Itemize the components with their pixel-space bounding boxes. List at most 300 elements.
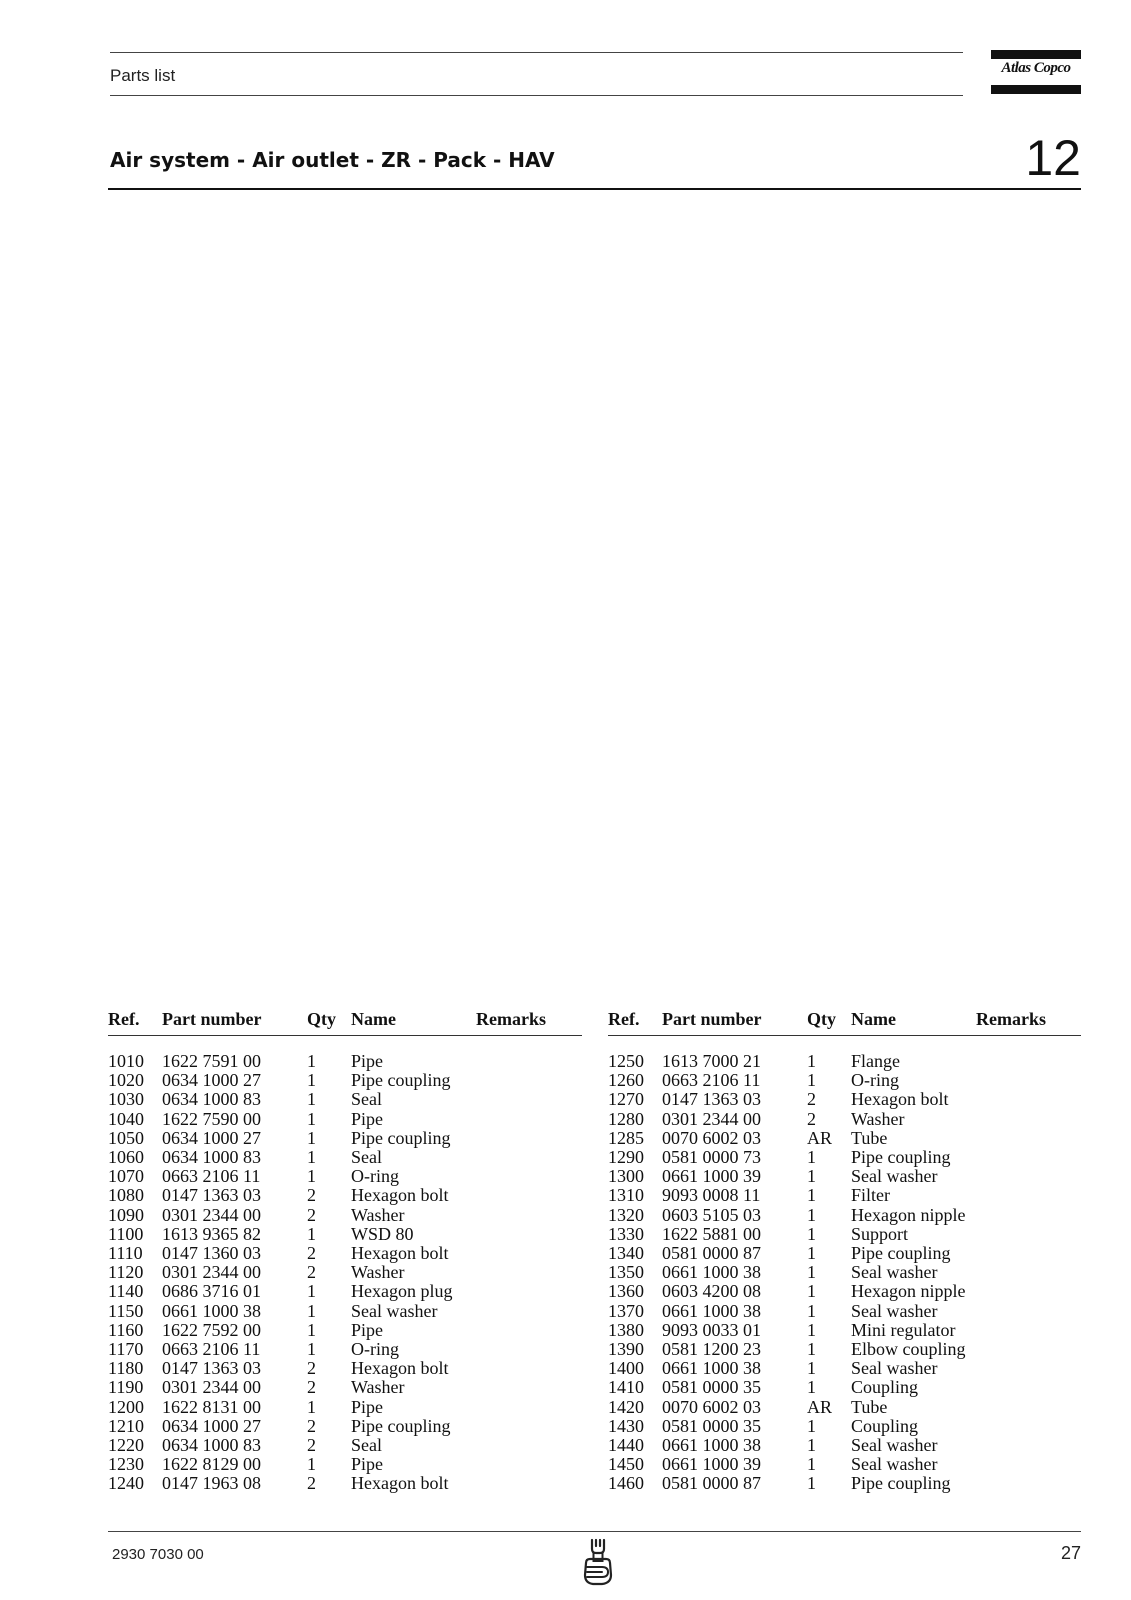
cell-ref: 1050 <box>108 1127 144 1148</box>
cell-part-number: 1613 7000 21 <box>662 1051 761 1071</box>
table-row <box>108 1110 582 1129</box>
cell-remarks <box>976 1148 1081 1167</box>
cell-part-number: 0581 0000 87 <box>662 1473 761 1494</box>
cell-ref: 1430 <box>608 1415 644 1436</box>
cell-part-number: 9093 0033 01 <box>662 1319 761 1340</box>
logo-wordmark: Atlas Copco <box>1001 60 1071 76</box>
cell-ref: 1030 <box>108 1089 144 1110</box>
header-top-rule <box>110 52 963 53</box>
cell-name: Filter <box>851 1185 890 1206</box>
cell-remarks <box>476 1148 582 1167</box>
cell-ref: 1230 <box>108 1454 144 1475</box>
cell-remarks <box>976 1340 1081 1359</box>
cell-remarks <box>476 1071 582 1090</box>
table-row <box>608 1148 1081 1167</box>
logo-bottom-bar <box>991 85 1081 94</box>
table-row <box>108 1052 582 1071</box>
cell-qty: AR <box>807 1127 833 1148</box>
cell-name: Tube <box>851 1127 888 1148</box>
cell-part-number: 1622 8129 00 <box>162 1454 261 1475</box>
cell-name: Pipe <box>351 1108 384 1129</box>
cell-qty: 2 <box>807 1108 816 1129</box>
cell-remarks <box>976 1167 1081 1186</box>
cell-part-number: 0301 2344 00 <box>662 1108 761 1129</box>
header-name: Name <box>351 1009 476 1036</box>
cell-name: Hexagon nipple <box>851 1204 966 1225</box>
cell-qty: 1 <box>307 1070 316 1091</box>
cell-part-number: 0661 1000 38 <box>662 1435 761 1456</box>
cell-ref: 1285 <box>608 1127 644 1148</box>
table-row <box>108 1474 582 1493</box>
cell-ref: 1120 <box>108 1262 144 1283</box>
cell-remarks <box>476 1263 582 1282</box>
cell-ref: 1090 <box>108 1204 144 1225</box>
cell-part-number: 0070 6002 03 <box>662 1396 761 1417</box>
cell-qty: AR <box>807 1396 833 1417</box>
page-title: Air system - Air outlet - ZR - Pack - HAV <box>110 148 555 172</box>
header-part-number: Part number <box>162 1009 307 1036</box>
cell-ref: 1100 <box>108 1223 144 1244</box>
cell-part-number: 9093 0008 11 <box>662 1185 761 1206</box>
cell-part-number: 0634 1000 27 <box>162 1127 261 1148</box>
table-row <box>108 1186 582 1205</box>
cell-part-number: 0301 2344 00 <box>162 1377 261 1398</box>
cell-remarks <box>976 1071 1081 1090</box>
spacer-cell <box>108 1036 582 1053</box>
table-row <box>108 1398 582 1417</box>
cell-name: Hexagon bolt <box>351 1473 449 1494</box>
cell-name: O-ring <box>351 1166 399 1187</box>
cell-remarks <box>976 1455 1081 1474</box>
table-row <box>108 1321 582 1340</box>
cell-name: Pipe <box>351 1051 384 1071</box>
cell-ref: 1320 <box>608 1204 644 1225</box>
cell-remarks <box>976 1090 1081 1109</box>
cell-part-number: 0147 1363 03 <box>662 1089 761 1110</box>
table-row <box>108 1071 582 1090</box>
cell-ref: 1370 <box>608 1300 644 1321</box>
cell-name: O-ring <box>851 1070 899 1091</box>
cell-qty: 2 <box>307 1435 316 1456</box>
cell-name: Pipe <box>351 1319 384 1340</box>
cell-qty: 1 <box>307 1166 316 1187</box>
cell-qty: 2 <box>807 1089 816 1110</box>
cell-remarks <box>476 1110 582 1129</box>
table-row <box>108 1129 582 1148</box>
cell-name: Pipe coupling <box>851 1473 951 1494</box>
cell-ref: 1170 <box>108 1339 144 1360</box>
table-row <box>608 1052 1081 1071</box>
table-row <box>608 1225 1081 1244</box>
table-row <box>108 1417 582 1436</box>
cell-name: Coupling <box>851 1415 919 1436</box>
cell-remarks <box>476 1167 582 1186</box>
cell-qty: 1 <box>307 1319 316 1340</box>
cell-ref: 1060 <box>108 1147 144 1168</box>
cell-remarks <box>476 1378 582 1397</box>
cell-name: Flange <box>851 1051 900 1071</box>
header-qty: Qty <box>307 1009 351 1036</box>
cell-part-number: 1613 9365 82 <box>162 1223 261 1244</box>
table-spacer-row <box>108 1036 582 1053</box>
cell-remarks <box>476 1090 582 1109</box>
cell-remarks <box>976 1052 1081 1071</box>
cell-part-number: 0661 1000 38 <box>662 1262 761 1283</box>
cell-part-number: 0581 0000 87 <box>662 1243 761 1264</box>
cell-name: Hexagon bolt <box>351 1243 449 1264</box>
cell-remarks <box>476 1052 582 1071</box>
cell-qty: 2 <box>307 1415 316 1436</box>
cell-ref: 1360 <box>608 1281 644 1302</box>
cell-name: Elbow coupling <box>851 1339 966 1360</box>
table-row <box>608 1340 1081 1359</box>
cell-remarks <box>476 1302 582 1321</box>
cell-remarks <box>976 1417 1081 1436</box>
cell-qty: 1 <box>307 1108 316 1129</box>
cell-name: Hexagon nipple <box>851 1281 966 1302</box>
cell-ref: 1260 <box>608 1070 644 1091</box>
cell-name: Seal washer <box>851 1166 938 1187</box>
cell-ref: 1340 <box>608 1243 644 1264</box>
cell-name: WSD 80 <box>351 1223 414 1244</box>
cell-qty: 1 <box>807 1262 816 1283</box>
cell-qty: 1 <box>807 1473 816 1494</box>
cell-ref: 1080 <box>108 1185 144 1206</box>
cell-qty: 1 <box>307 1223 316 1244</box>
cell-remarks <box>976 1225 1081 1244</box>
cell-part-number: 1622 7591 00 <box>162 1051 261 1071</box>
cell-qty: 1 <box>807 1051 816 1071</box>
cell-name: Hexagon bolt <box>351 1358 449 1379</box>
parts-rows-right <box>608 1036 1081 1494</box>
cell-ref: 1330 <box>608 1223 644 1244</box>
cell-ref: 1310 <box>608 1185 644 1206</box>
cell-ref: 1270 <box>608 1089 644 1110</box>
cell-part-number: 0663 2106 11 <box>162 1166 261 1187</box>
table-row <box>108 1302 582 1321</box>
cell-part-number: 0661 1000 39 <box>662 1454 761 1475</box>
cell-qty: 1 <box>807 1166 816 1187</box>
table-row <box>608 1474 1081 1493</box>
cell-name: Pipe coupling <box>351 1415 451 1436</box>
cell-name: Support <box>851 1223 909 1244</box>
cell-name: Tube <box>851 1396 888 1417</box>
cell-qty: 1 <box>807 1358 816 1379</box>
cell-remarks <box>976 1129 1081 1148</box>
table-row <box>608 1244 1081 1263</box>
cell-qty: 1 <box>307 1089 316 1110</box>
cell-remarks <box>476 1225 582 1244</box>
cell-remarks <box>976 1110 1081 1129</box>
cell-remarks <box>976 1282 1081 1301</box>
atlas-copco-logo <box>991 50 1081 94</box>
cell-qty: 1 <box>307 1300 316 1321</box>
cell-ref: 1190 <box>108 1377 144 1398</box>
cell-remarks <box>476 1340 582 1359</box>
cell-remarks <box>476 1206 582 1225</box>
cell-qty: 1 <box>807 1147 816 1168</box>
cell-part-number: 0634 1000 83 <box>162 1147 261 1168</box>
cell-name: Seal <box>351 1435 382 1456</box>
document-number: 2930 7030 00 <box>112 1546 204 1563</box>
cell-remarks <box>976 1436 1081 1455</box>
cell-remarks <box>476 1417 582 1436</box>
cell-ref: 1400 <box>608 1358 644 1379</box>
cell-part-number: 1622 8131 00 <box>162 1396 261 1417</box>
cell-part-number: 0070 6002 03 <box>662 1127 761 1148</box>
cell-part-number: 0661 1000 38 <box>662 1300 761 1321</box>
header-part-number: Part number <box>662 1009 807 1036</box>
cell-name: Washer <box>351 1377 405 1398</box>
cell-name: Pipe coupling <box>351 1127 451 1148</box>
cell-part-number: 1622 7590 00 <box>162 1108 261 1129</box>
table-row <box>608 1321 1081 1340</box>
cell-name: Seal washer <box>851 1300 938 1321</box>
cell-part-number: 0603 5105 03 <box>662 1204 761 1225</box>
table-row <box>608 1282 1081 1301</box>
cell-part-number: 0634 1000 27 <box>162 1070 261 1091</box>
cell-ref: 1220 <box>108 1435 144 1456</box>
cell-qty: 2 <box>307 1185 316 1206</box>
cell-qty: 1 <box>807 1377 816 1398</box>
cell-part-number: 0581 0000 73 <box>662 1147 761 1168</box>
cell-part-number: 0663 2106 11 <box>662 1070 761 1091</box>
cell-name: Seal <box>351 1089 382 1110</box>
table-row <box>608 1359 1081 1378</box>
cell-remarks <box>976 1398 1081 1417</box>
cell-remarks <box>976 1206 1081 1225</box>
cell-part-number: 0661 1000 38 <box>162 1300 261 1321</box>
table-header-row <box>108 1009 582 1036</box>
page-number: 27 <box>1060 1543 1081 1563</box>
cell-qty: 1 <box>807 1281 816 1302</box>
cell-ref: 1380 <box>608 1319 644 1340</box>
cell-qty: 1 <box>807 1223 816 1244</box>
table-spacer-row <box>608 1036 1081 1053</box>
table-row <box>108 1378 582 1397</box>
cell-remarks <box>976 1359 1081 1378</box>
cell-qty: 1 <box>307 1051 316 1071</box>
spacer-cell <box>608 1036 1081 1053</box>
cell-qty: 1 <box>307 1281 316 1302</box>
cell-name: Hexagon plug <box>351 1281 453 1302</box>
cell-remarks <box>476 1455 582 1474</box>
cell-remarks <box>476 1436 582 1455</box>
cell-part-number: 0147 1363 03 <box>162 1185 261 1206</box>
cell-qty: 1 <box>307 1127 316 1148</box>
cell-part-number: 0581 0000 35 <box>662 1377 761 1398</box>
title-rule <box>108 188 1081 190</box>
table-row <box>608 1263 1081 1282</box>
cell-qty: 1 <box>307 1454 316 1475</box>
table-row <box>608 1206 1081 1225</box>
cell-ref: 1150 <box>108 1300 144 1321</box>
cell-part-number: 0147 1963 08 <box>162 1473 261 1494</box>
cell-part-number: 1622 7592 00 <box>162 1319 261 1340</box>
cell-ref: 1200 <box>108 1396 144 1417</box>
cell-qty: 2 <box>307 1377 316 1398</box>
cell-part-number: 0581 0000 35 <box>662 1415 761 1436</box>
cell-qty: 2 <box>307 1473 316 1494</box>
cell-remarks <box>476 1244 582 1263</box>
table-row <box>108 1359 582 1378</box>
table-row <box>108 1244 582 1263</box>
table-row <box>108 1455 582 1474</box>
cell-ref: 1350 <box>608 1262 644 1283</box>
table-row <box>608 1302 1081 1321</box>
header-ref: Ref. <box>108 1009 162 1036</box>
table-row <box>108 1436 582 1455</box>
cell-ref: 1180 <box>108 1358 144 1379</box>
table-row <box>608 1129 1081 1148</box>
cell-part-number: 0663 2106 11 <box>162 1339 261 1360</box>
parts-rows-left <box>108 1036 582 1494</box>
cell-ref: 1450 <box>608 1454 644 1475</box>
cell-name: Hexagon bolt <box>851 1089 949 1110</box>
drawing-area <box>108 200 1081 1000</box>
cell-part-number: 0301 2344 00 <box>162 1262 261 1283</box>
table-row <box>108 1167 582 1186</box>
table-row <box>108 1206 582 1225</box>
table-row <box>108 1340 582 1359</box>
cell-remarks <box>476 1474 582 1493</box>
cell-ref: 1210 <box>108 1415 144 1436</box>
cell-remarks <box>976 1321 1081 1340</box>
cell-remarks <box>476 1186 582 1205</box>
cell-qty: 1 <box>307 1396 316 1417</box>
table-row <box>608 1398 1081 1417</box>
cell-remarks <box>476 1129 582 1148</box>
table-row <box>108 1148 582 1167</box>
cell-ref: 1390 <box>608 1339 644 1360</box>
cell-remarks <box>976 1378 1081 1397</box>
table-row <box>608 1167 1081 1186</box>
footer-rule <box>108 1531 1081 1532</box>
cell-qty: 2 <box>307 1204 316 1225</box>
cell-ref: 1420 <box>608 1396 644 1417</box>
cell-remarks <box>976 1186 1081 1205</box>
table-row <box>108 1225 582 1244</box>
cell-part-number: 1622 5881 00 <box>662 1223 761 1244</box>
header-remarks: Remarks <box>976 1009 1081 1036</box>
cell-ref: 1110 <box>108 1243 143 1264</box>
cell-remarks <box>476 1282 582 1301</box>
cell-ref: 1290 <box>608 1147 644 1168</box>
cell-ref: 1020 <box>108 1070 144 1091</box>
logo-top-bar <box>991 50 1081 59</box>
cell-name: Seal washer <box>851 1435 938 1456</box>
cell-name: Pipe coupling <box>851 1243 951 1264</box>
table-row <box>608 1436 1081 1455</box>
cell-qty: 1 <box>807 1204 816 1225</box>
cell-part-number: 0634 1000 27 <box>162 1415 261 1436</box>
cell-ref: 1440 <box>608 1435 644 1456</box>
table-row <box>108 1090 582 1109</box>
cell-name: Seal washer <box>851 1454 938 1475</box>
table-row <box>608 1417 1081 1436</box>
cell-qty: 1 <box>807 1454 816 1475</box>
cell-part-number: 0661 1000 39 <box>662 1166 761 1187</box>
cell-qty: 1 <box>807 1070 816 1091</box>
cell-ref: 1240 <box>108 1473 144 1494</box>
header-name: Name <box>851 1009 976 1036</box>
cell-name: Seal washer <box>851 1358 938 1379</box>
cell-ref: 1460 <box>608 1473 644 1494</box>
cell-name: Hexagon bolt <box>351 1185 449 1206</box>
cell-qty: 2 <box>307 1243 316 1264</box>
cell-name: Pipe coupling <box>851 1147 951 1168</box>
cell-name: Mini regulator <box>851 1319 956 1340</box>
cell-ref: 1070 <box>108 1166 144 1187</box>
table-row <box>608 1455 1081 1474</box>
cell-qty: 2 <box>307 1358 316 1379</box>
wrench-hand-icon <box>578 1537 618 1587</box>
cell-name: Seal washer <box>851 1262 938 1283</box>
header-qty: Qty <box>807 1009 851 1036</box>
chapter-number: 12 <box>1025 130 1081 186</box>
cell-ref: 1040 <box>108 1108 144 1129</box>
table-row <box>608 1071 1081 1090</box>
cell-part-number: 0147 1360 03 <box>162 1243 261 1264</box>
cell-qty: 1 <box>807 1435 816 1456</box>
cell-name: Washer <box>351 1204 405 1225</box>
cell-part-number: 0634 1000 83 <box>162 1435 261 1456</box>
cell-ref: 1410 <box>608 1377 644 1398</box>
cell-ref: 1160 <box>108 1319 144 1340</box>
cell-ref: 1300 <box>608 1166 644 1187</box>
parts-table-right <box>608 1009 1081 1494</box>
table-row <box>608 1110 1081 1129</box>
header-remarks: Remarks <box>476 1009 582 1036</box>
cell-ref: 1140 <box>108 1281 144 1302</box>
cell-part-number: 0147 1363 03 <box>162 1358 261 1379</box>
cell-remarks <box>476 1321 582 1340</box>
cell-part-number: 0686 3716 01 <box>162 1281 261 1302</box>
cell-name: Washer <box>351 1262 405 1283</box>
cell-name: Coupling <box>851 1377 919 1398</box>
table-header-row <box>608 1009 1081 1036</box>
table-row <box>108 1263 582 1282</box>
cell-qty: 1 <box>307 1339 316 1360</box>
cell-qty: 1 <box>807 1185 816 1206</box>
cell-remarks <box>976 1474 1081 1493</box>
cell-qty: 1 <box>807 1339 816 1360</box>
cell-qty: 2 <box>307 1262 316 1283</box>
parts-table-left <box>108 1009 582 1494</box>
cell-name: Seal washer <box>351 1300 438 1321</box>
cell-qty: 1 <box>807 1243 816 1264</box>
section-label: Parts list <box>110 66 176 85</box>
cell-remarks <box>976 1302 1081 1321</box>
cell-name: O-ring <box>351 1339 399 1360</box>
header-bottom-rule <box>110 95 963 96</box>
cell-part-number: 0661 1000 38 <box>662 1358 761 1379</box>
table-row <box>608 1090 1081 1109</box>
cell-qty: 1 <box>307 1147 316 1168</box>
header-ref: Ref. <box>608 1009 662 1036</box>
cell-remarks <box>476 1359 582 1378</box>
cell-qty: 1 <box>807 1300 816 1321</box>
cell-part-number: 0581 1200 23 <box>662 1339 761 1360</box>
cell-name: Seal <box>351 1147 382 1168</box>
table-row <box>608 1186 1081 1205</box>
cell-part-number: 0603 4200 08 <box>662 1281 761 1302</box>
cell-remarks <box>476 1398 582 1417</box>
cell-name: Pipe <box>351 1396 384 1417</box>
cell-name: Pipe <box>351 1454 384 1475</box>
cell-remarks <box>976 1244 1081 1263</box>
cell-name: Pipe coupling <box>351 1070 451 1091</box>
